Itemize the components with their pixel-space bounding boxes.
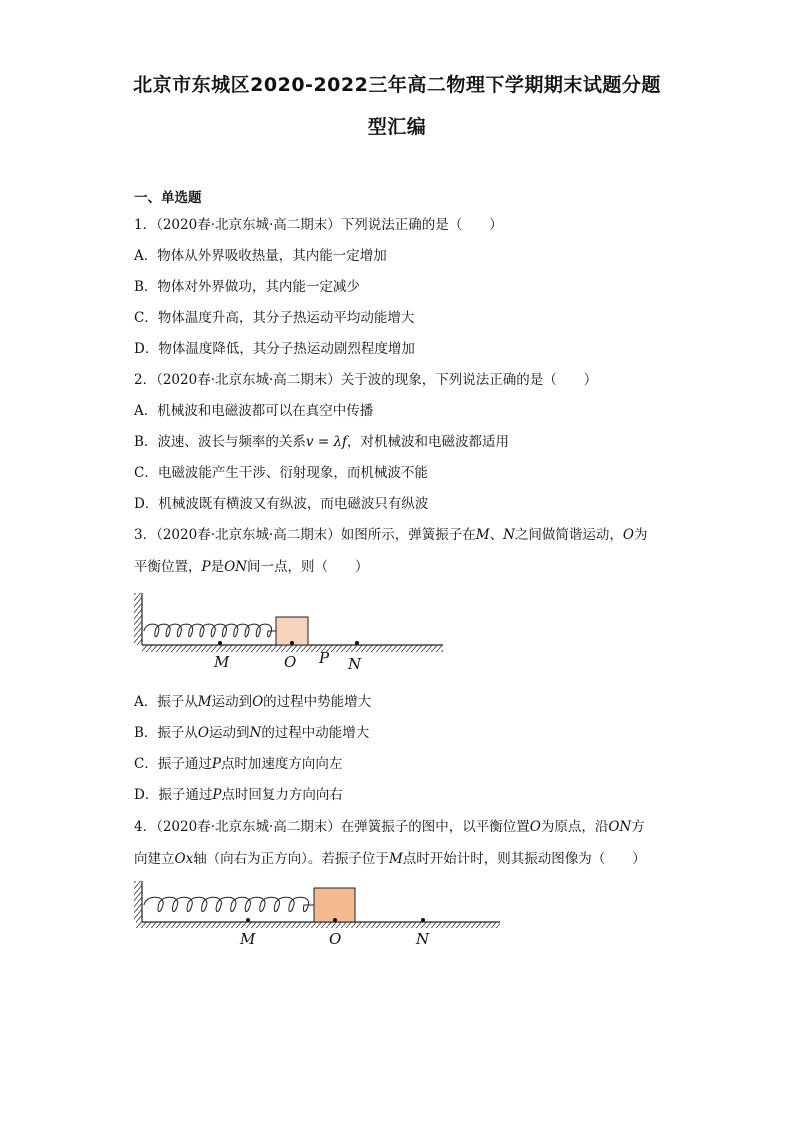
q3-ground-hatch: [142, 645, 443, 652]
q4-wall-hatch: [134, 881, 142, 922]
q3-wall-hatch: [134, 593, 142, 645]
q4-label-n: N: [416, 930, 430, 948]
q3-label-n: N: [348, 655, 362, 673]
document-title-line-1: 北京市东城区2020-2022三年高二物理下学期期末试题分题: [133, 74, 661, 96]
q4-stem-line-2: 向建立Ox轴（向右为正方向）。若振子位于M点时开始计时，则其振动图像为（ ）: [134, 851, 646, 867]
q3-option-a: A．振子从M运动到O的过程中势能增大: [134, 694, 372, 710]
q1-stem: 1．（2020春·北京东城·高二期末）下列说法正确的是（ ）: [134, 217, 503, 233]
q4-spring-oscillator-figure: [128, 878, 504, 950]
q3-option-c: C．振子通过P点时加速度方向向左: [134, 756, 343, 772]
q4-stem-line-1: 4．（2020春·北京东城·高二期末）在弹簧振子的图中，以平衡位置O为原点，沿ON方: [134, 819, 645, 835]
q4-point-o: [333, 918, 337, 922]
q1-option-d: D．物体温度降低，其分子热运动剧烈程度增加: [134, 341, 415, 357]
q2-option-a: A．机械波和电磁波都可以在真空中传播: [134, 403, 374, 419]
q3-label-p: P: [319, 649, 330, 667]
q3-spring: [144, 624, 276, 637]
wave-formula: v = λf: [305, 434, 347, 450]
q2-option-d: D．机械波既有横波又有纵波，而电磁波只有纵波: [134, 496, 429, 512]
q3-stem-line-2: 平衡位置，P是ON间一点，则（ ）: [134, 559, 369, 575]
q1-option-b: B．物体对外界做功，其内能一定减少: [134, 279, 360, 295]
q3-block: [276, 617, 308, 645]
q4-block: [314, 888, 355, 922]
q3-label-o: O: [284, 653, 297, 671]
section-heading: 一、单选题: [134, 190, 202, 206]
document-title-line-2: 型汇编: [367, 116, 427, 138]
q1-option-c: C．物体温度升高，其分子热运动平均动能增大: [134, 310, 415, 326]
q4-point-n: [421, 918, 425, 922]
q3-point-m: [218, 641, 222, 645]
q2-option-c: C．电磁波能产生干涉、衍射现象，而机械波不能: [134, 465, 428, 481]
q3-point-o: [290, 641, 294, 645]
q3-spring-oscillator-figure: [128, 590, 448, 675]
q4-ground-hatch: [136, 922, 500, 928]
q3-option-d: D．振子通过P点时回复力方向向右: [134, 787, 343, 803]
q4-label-m: M: [240, 930, 256, 948]
q1-option-a: A．物体从外界吸收热量，其内能一定增加: [134, 248, 387, 264]
q2-stem: 2．（2020春·北京东城·高二期末）关于波的现象，下列说法正确的是（ ）: [134, 372, 598, 388]
q2-option-b: B．波速、波长与频率的关系v = λf，对机械波和电磁波都适用: [134, 434, 509, 450]
q4-point-m: [246, 918, 250, 922]
q3-stem-line-1: 3．（2020春·北京东城·高二期末）如图所示，弹簧振子在M、N之间做简谐运动，O为: [134, 527, 648, 543]
q3-option-b: B．振子从O运动到N的过程中动能增大: [134, 725, 370, 741]
q4-label-o: O: [329, 930, 342, 948]
q3-point-n: [355, 641, 359, 645]
q4-spring: [144, 897, 314, 911]
q3-label-m: M: [214, 653, 230, 671]
